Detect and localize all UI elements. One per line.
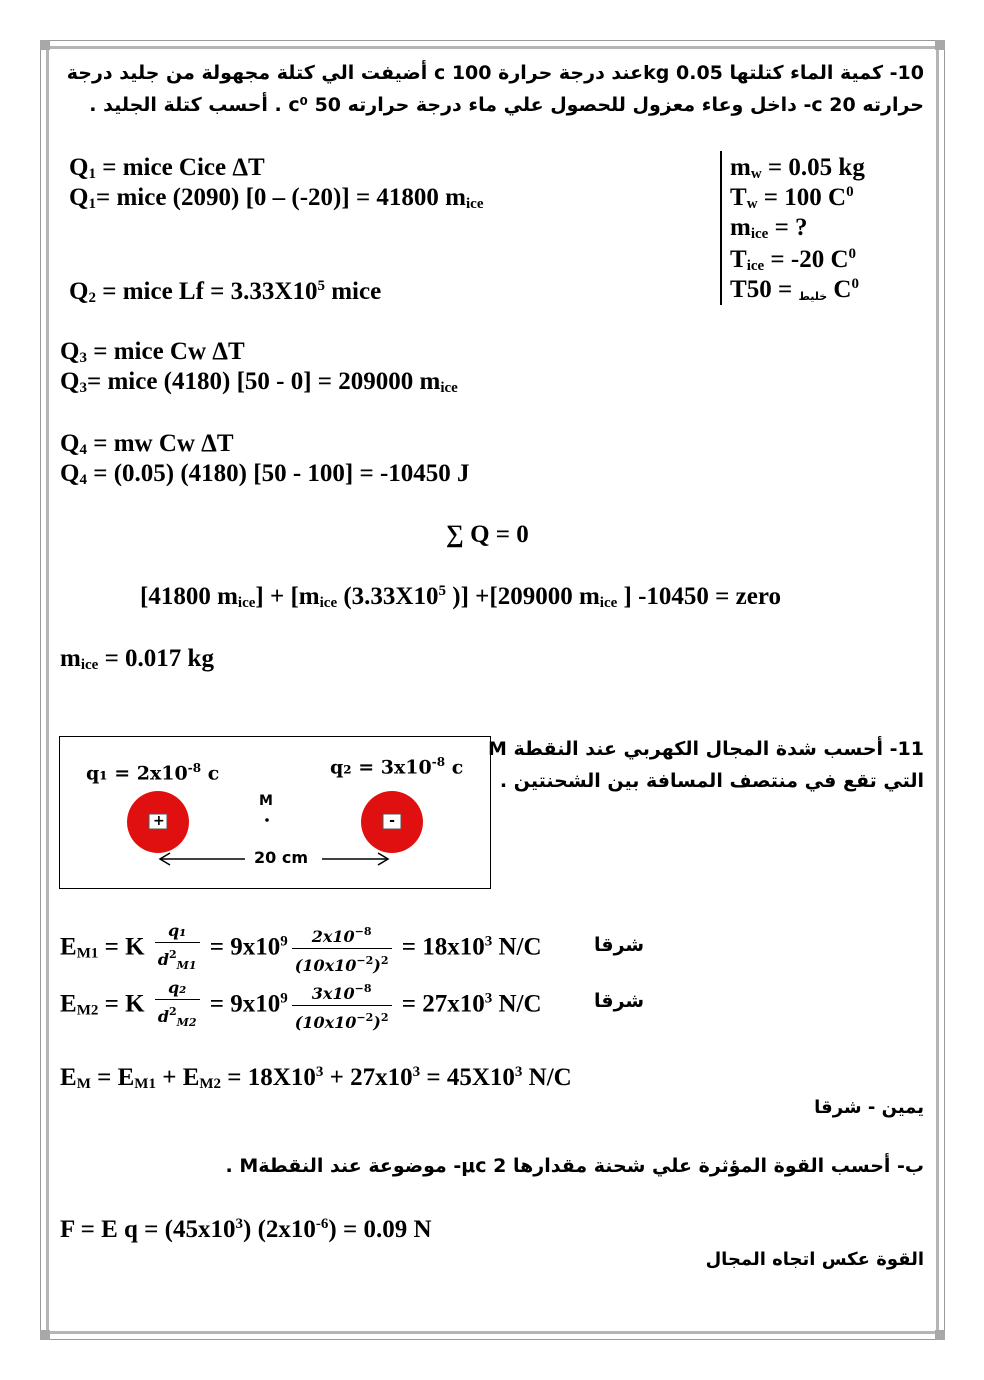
- q2-label: $q_2 = 3x10^{-8}$ c: [330, 755, 464, 779]
- eq-balance: [41800 $m_{ice}] + [m_{ice}$ ($3.33X10^5$ )] +[209000 $m_{ice}$ ] -10450 = zero: [140, 583, 782, 611]
- q10-line1: 10- كمية الماء كتلتها 0.05 kgعند درجة حرارة 100 c أضيفت الي كتلة مجهولة من جليد درجة: [66, 62, 924, 84]
- diagram-graphics: [60, 737, 492, 890]
- point-m-label: M: [259, 793, 273, 809]
- charges-diagram: [59, 736, 491, 889]
- q10-line2: حرارته 20 c- داخل وعاء معزول للحصول علي ماء درجة حرارته 50 c⁰ . أحسب كتلة الجليد .: [89, 94, 924, 116]
- eq-q3a: $Q_3$ = mice Cw ΔT: [60, 338, 245, 366]
- eq-force: F = E $q = (45x10^3) (2x10^{-6}) = 0.09$ N: [60, 1216, 432, 1243]
- em-direction: يمين - شرقا: [814, 1097, 924, 1118]
- eq-q2: $Q_2$ = mice $Lf = 3.33X10^5$ mice: [69, 278, 382, 306]
- eq-q4b: $Q_4 = (0.05)$ (4180) [50 - 100] = -10450 J: [60, 460, 470, 488]
- q11-line2: التي تقع في منتصف المسافة بين الشحنتين .: [499, 770, 924, 792]
- force-direction: القوة عكس اتجاه المجال: [705, 1249, 924, 1270]
- em1-direction: شرقا: [594, 934, 645, 956]
- eq-q1b: $Q_1=$ mice (2090) [0 – (-20)] = 41800 $m_{ice}$: [69, 184, 484, 212]
- eq-q4a: $Q_4$ = mw Cw ΔT: [60, 430, 234, 458]
- q1-label: $q_1 = 2x10^{-8}$ c: [86, 761, 220, 785]
- eq-em1: $E_{M1} = K$ $\frac{\text{q₁}}{d^2_{M1}}$ = $9x10^9$ $\frac{2x10^{-8}}{(10x10^{-2})^2}$ = $18x10^3$ N/C: [60, 921, 542, 975]
- point-m-dot: [265, 818, 269, 822]
- eq-q1a: $Q_1$ = mice Cice ΔT: [69, 154, 265, 182]
- eq-sum: ∑ Q = 0: [446, 521, 529, 548]
- eq-q3b: $Q_3=$ mice (4180) [50 - 0] = 209000 $m_{ice}$: [60, 368, 458, 396]
- q11-partb: ب- أحسب القوة المؤثرة علي شحنة مقدارها μc 2- موضوعة عند النقطةM .: [225, 1155, 924, 1177]
- given-tmix: T $_{خليط}$ = 50 $C^0$: [730, 276, 859, 303]
- em2-direction: شرقا: [594, 990, 645, 1012]
- minus-sign: -: [389, 813, 395, 829]
- given-tw: $T_w = 100$ $C^0$: [730, 184, 854, 212]
- distance-label: 20 cm: [254, 848, 308, 867]
- given-mice: $m_{ice}$ = ?: [730, 214, 808, 242]
- given-tice: $T_{ice} = -20$ $C^0$: [730, 246, 857, 274]
- eq-em2: $E_{M2} = K$ $\frac{\text{q₂}}{d^2_{M2}}$ = $9x10^9$ $\frac{3x10^{-8}}{(10x10^{-2})^2}$ = $27x10^3$ N/C: [60, 978, 542, 1032]
- frame-corner: [935, 40, 945, 50]
- plus-sign: +: [153, 813, 165, 829]
- eq-em-total: $E_M = E_{M1} + E_{M2} = 18X10^3 + 27x10^3 = 45X10^3$ N/C: [60, 1064, 572, 1092]
- frame-corner: [40, 40, 50, 50]
- eq-result: $m_{ice} = 0.017$ kg: [60, 645, 214, 673]
- frame-corner: [40, 1330, 50, 1340]
- given-divider: [720, 151, 722, 305]
- q11-line1: 11- أحسب شدة المجال الكهربي عند النقطة M: [487, 738, 924, 760]
- frame-corner: [935, 1330, 945, 1340]
- given-mw: $m_w = 0.05$ kg: [730, 154, 865, 182]
